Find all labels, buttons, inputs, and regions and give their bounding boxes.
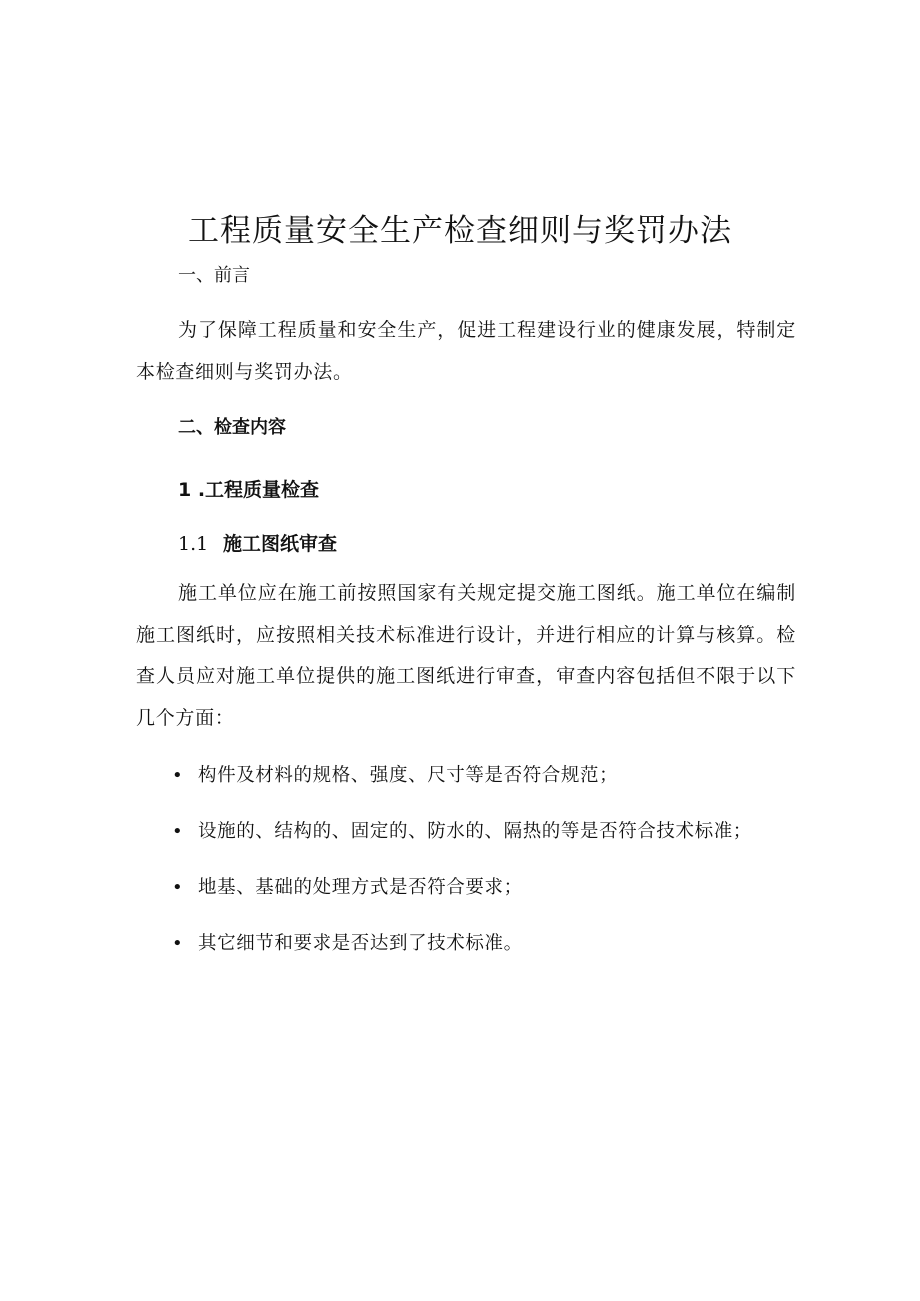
section-heading-inspection-content: 二、检查内容 <box>178 417 286 438</box>
list-item <box>172 814 752 870</box>
review-criteria-list <box>172 758 752 982</box>
subsection-title: 施工图纸审查 <box>223 533 338 555</box>
list-item <box>172 870 752 926</box>
list-item-text: 构件及材料的规格、强度、尺寸等是否符合规范； <box>198 765 619 786</box>
list-item-text: 地基、基础的处理方式是否符合要求； <box>198 877 523 898</box>
preface-paragraph: 为了保障工程质量和安全生产，促进工程建设行业的健康发展，特制定本检查细则与奖罚办法。 <box>136 319 796 383</box>
drawing-review-paragraph: 施工单位应在施工前按照国家有关规定提交施工图纸。施工单位在编制施工图纸时，应按照相关技术标准进行设计，并进行相应的计算与核算。检查人员应对施工单位提供的施工图纸进行审查，审查内容包括但不限于以下几个方面： <box>136 582 796 729</box>
subsection-number: 1.1 <box>178 533 209 555</box>
bullet-icon: • <box>172 821 184 842</box>
document-title: 工程质量安全生产检查细则与奖罚办法 <box>188 213 732 249</box>
subsection-heading-quality-check: 1 .工程质量检查 <box>178 479 320 501</box>
bullet-icon: • <box>172 765 184 786</box>
subsection-heading-drawing-review <box>178 529 337 559</box>
list-item-text: 其它细节和要求是否达到了技术标准。 <box>198 933 523 954</box>
bullet-icon: • <box>172 877 184 898</box>
list-item <box>172 926 752 982</box>
section-heading-preface: 一、前言 <box>178 265 250 286</box>
bullet-icon: • <box>172 933 184 954</box>
list-item-text: 设施的、结构的、固定的、防水的、隔热的等是否符合技术标准； <box>198 821 752 842</box>
list-item <box>172 758 752 814</box>
